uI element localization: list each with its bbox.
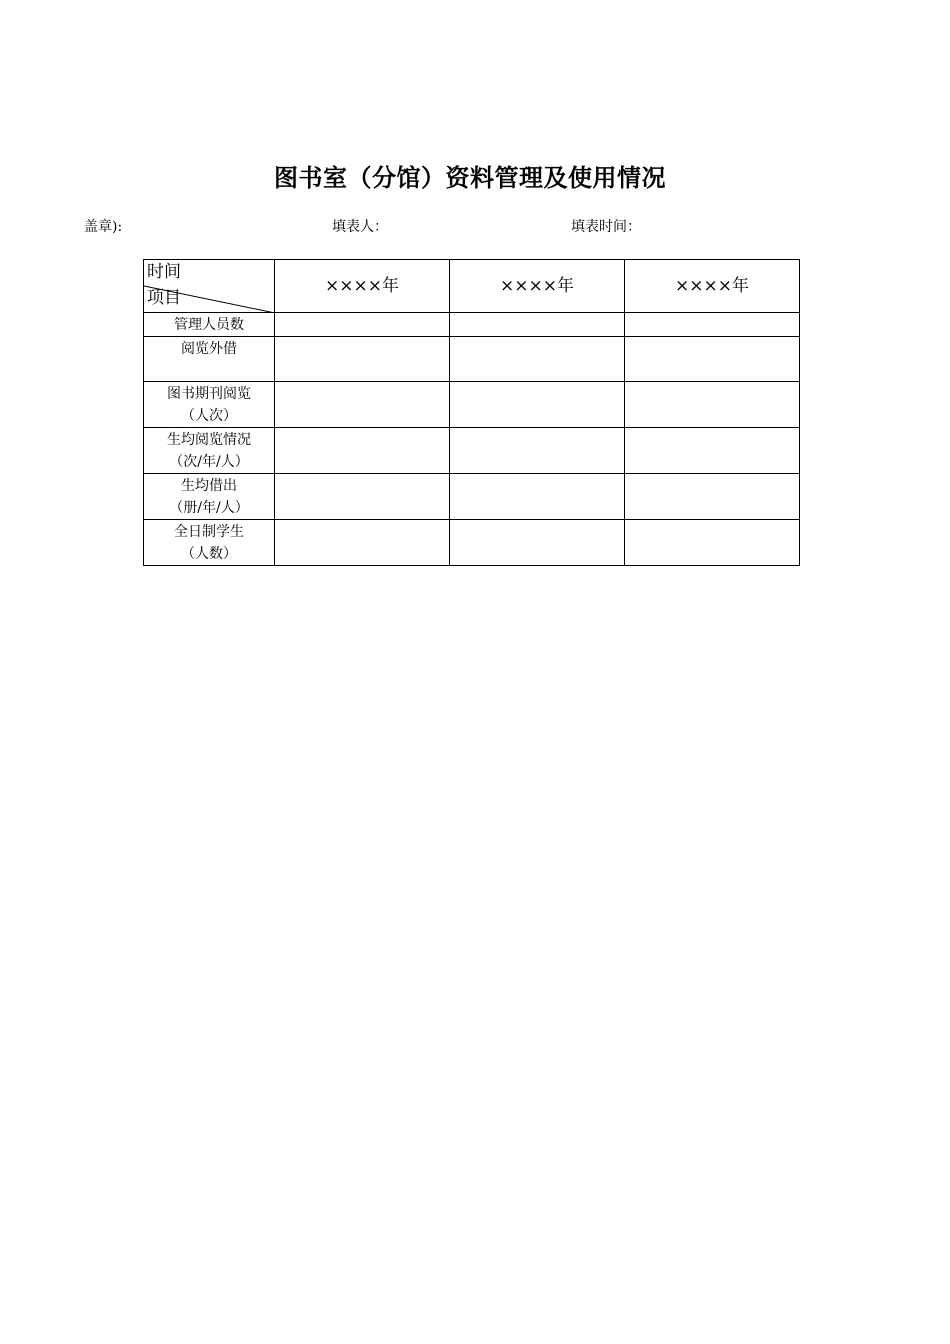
table-header-row xyxy=(144,260,800,313)
data-cell[interactable] xyxy=(275,337,450,382)
year-header-2: ××××年 xyxy=(450,260,625,313)
data-cell[interactable] xyxy=(275,382,450,428)
row-label-staff: 管理人员数 xyxy=(144,313,275,337)
table-row xyxy=(144,313,800,337)
table-row xyxy=(144,520,800,566)
year-header-1: ××××年 xyxy=(275,260,450,313)
row-label-fulltime-students: 全日制学生 （人数） xyxy=(144,520,275,566)
corner-item-label: 项目 xyxy=(147,288,181,308)
filler-label: 填表人： xyxy=(332,219,388,235)
data-cell[interactable] xyxy=(625,337,800,382)
data-cell[interactable] xyxy=(450,474,625,520)
data-cell[interactable] xyxy=(450,382,625,428)
corner-time-label: 时间 xyxy=(147,262,181,282)
fill-date-label: 填表时间： xyxy=(571,219,641,235)
usage-table xyxy=(143,259,800,566)
row-label-reading: 图书期刊阅览 （人次） xyxy=(144,382,275,428)
table-row xyxy=(144,428,800,474)
data-cell[interactable] xyxy=(275,520,450,566)
data-cell[interactable] xyxy=(450,337,625,382)
data-cell[interactable] xyxy=(275,428,450,474)
unit-stamp-label: 盖章): xyxy=(84,219,123,235)
row-label-per-student-reading: 生均阅览情况 （次/年/人） xyxy=(144,428,275,474)
data-cell[interactable] xyxy=(625,382,800,428)
data-cell[interactable] xyxy=(450,313,625,337)
data-cell[interactable] xyxy=(450,520,625,566)
row-label-per-student-borrow: 生均借出 （册/年/人） xyxy=(144,474,275,520)
year-header-3: ××××年 xyxy=(625,260,800,313)
table-row xyxy=(144,337,800,382)
data-cell[interactable] xyxy=(625,520,800,566)
page-title: 图书室（分馆）资料管理及使用情况 xyxy=(274,163,666,192)
data-cell[interactable] xyxy=(625,313,800,337)
corner-header-cell xyxy=(144,260,275,313)
data-cell[interactable] xyxy=(450,428,625,474)
data-cell[interactable] xyxy=(275,313,450,337)
table-row xyxy=(144,382,800,428)
table-row xyxy=(144,474,800,520)
data-cell[interactable] xyxy=(275,474,450,520)
data-cell[interactable] xyxy=(625,474,800,520)
row-label-lending: 阅览外借 xyxy=(144,337,275,382)
data-cell[interactable] xyxy=(625,428,800,474)
